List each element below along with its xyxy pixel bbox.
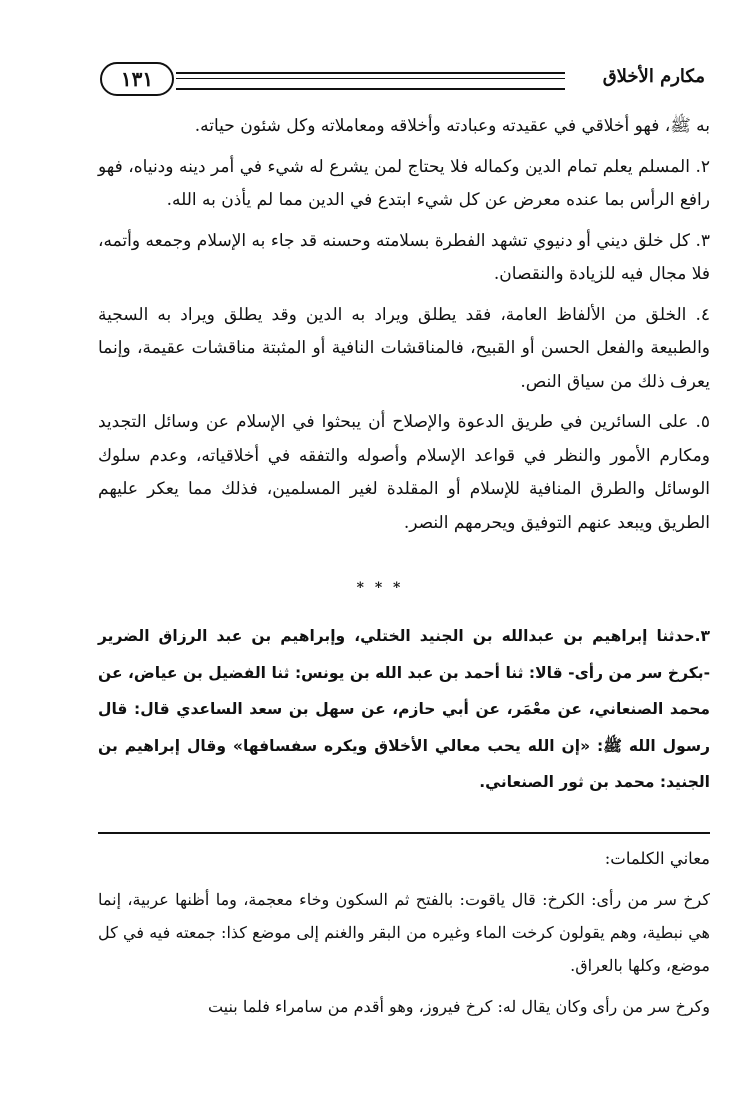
point-2 — [98, 151, 710, 218]
point-text: المسلم يعلم تمام الدين وكماله فلا يحتاج لمن يشرع له شيء في أمر دينه ودنياه، فهو رافع الرأس بما عنده معرض عن كل شيء ابتدع في الدين مما لم يأذن به الله. — [98, 156, 710, 210]
point-number: ٤. — [695, 304, 710, 325]
hadith-text — [98, 618, 710, 801]
point-number: ٢. — [695, 156, 711, 177]
hadith-body: حدثنا إبراهيم بن عبدالله بن الجنيد الختلي، وإبراهيم بن عبد الرزاق الضرير -بكرخ سر من رأى- قالا: ثنا أحمد بن عبد الله بن يونس: ثنا الفضيل بن عياض، عن محمد الصنعاني، عن معْمَر، عن أبي حازم، عن سهل بن سعد الساعدي قال: قال رسول الله ﷺ: «إن الله يحب معالي الأخلاق ويكره سفسافها» وقال إبراهيم بن الجنيد: محمد بن ثور الصنعاني. — [98, 627, 710, 791]
hadith-number: ٣. — [694, 627, 710, 645]
point-3 — [98, 225, 710, 292]
page-header — [100, 62, 705, 102]
word-meanings — [98, 842, 710, 1031]
running-title: مكارم الأخلاق — [602, 66, 705, 87]
point-text: على السائرين في طريق الدعوة والإصلاح أن يبحثوا في الإسلام عن وسائل التجديد ومكارم الأمور والنظر في قواعد الإسلام وأصوله والتفقه في أخلاقياته، وعدم سلوك الوسائل والطرق المنافية للإسلام أو المقلدة لغير المسلمين، فذلك مما يعكر عليهم الطريق ويبعد عنهم التوفيق ويحرمهم النصر. — [98, 412, 710, 533]
intro-line: به ﷺ، فهو أخلاقي في عقيدته وعبادته وأخلاقه ومعاملاته وكل شئون حياته. — [194, 116, 710, 136]
point-number: ٣. — [695, 230, 711, 251]
point-4 — [98, 299, 710, 400]
point-number: ٥. — [695, 412, 710, 432]
page-number: ١٣١ — [100, 62, 174, 96]
point-text: كل خلق ديني أو دنيوي تشهد الفطرة بسلامته وحسنه قد جاء به الإسلام وجمعه وأتمه، فلا مجال فيه للزيادة والنقصان. — [98, 230, 710, 284]
footnote-divider — [98, 832, 710, 834]
header-rule — [176, 72, 565, 90]
note-paragraph: كرخ سر من رأى: الكرخ: قال ياقوت: بالفتح ثم السكون وخاء معجمة، وما أظنها عربية، إنما هي نبطية، وهم يقولون كرخت الماء وغيره من البقر والغنم إلى موضع كذا: جمعته فيه في كل موضع، وكلها بالعراق. — [98, 890, 710, 975]
point-text: الخلق من الألفاظ العامة، فقد يطلق ويراد به الدين وقد يطلق ويراد به السجية والطبيعة والفعل الحسن أو القبيح، فالمناقشات النافية أو المثبتة مناقشات عقيمة، وإنما يعرف ذلك من سياق النص. — [98, 304, 710, 392]
note-paragraph: وكرخ سر من رأى وكان يقال له: كرخ فيروز، وهو أقدم من سامراء فلما بنيت — [207, 997, 710, 1016]
section-separator: * * * — [356, 580, 404, 596]
points-list — [98, 110, 710, 547]
notes-heading: معاني الكلمات: — [604, 849, 710, 868]
point-5 — [98, 406, 710, 540]
